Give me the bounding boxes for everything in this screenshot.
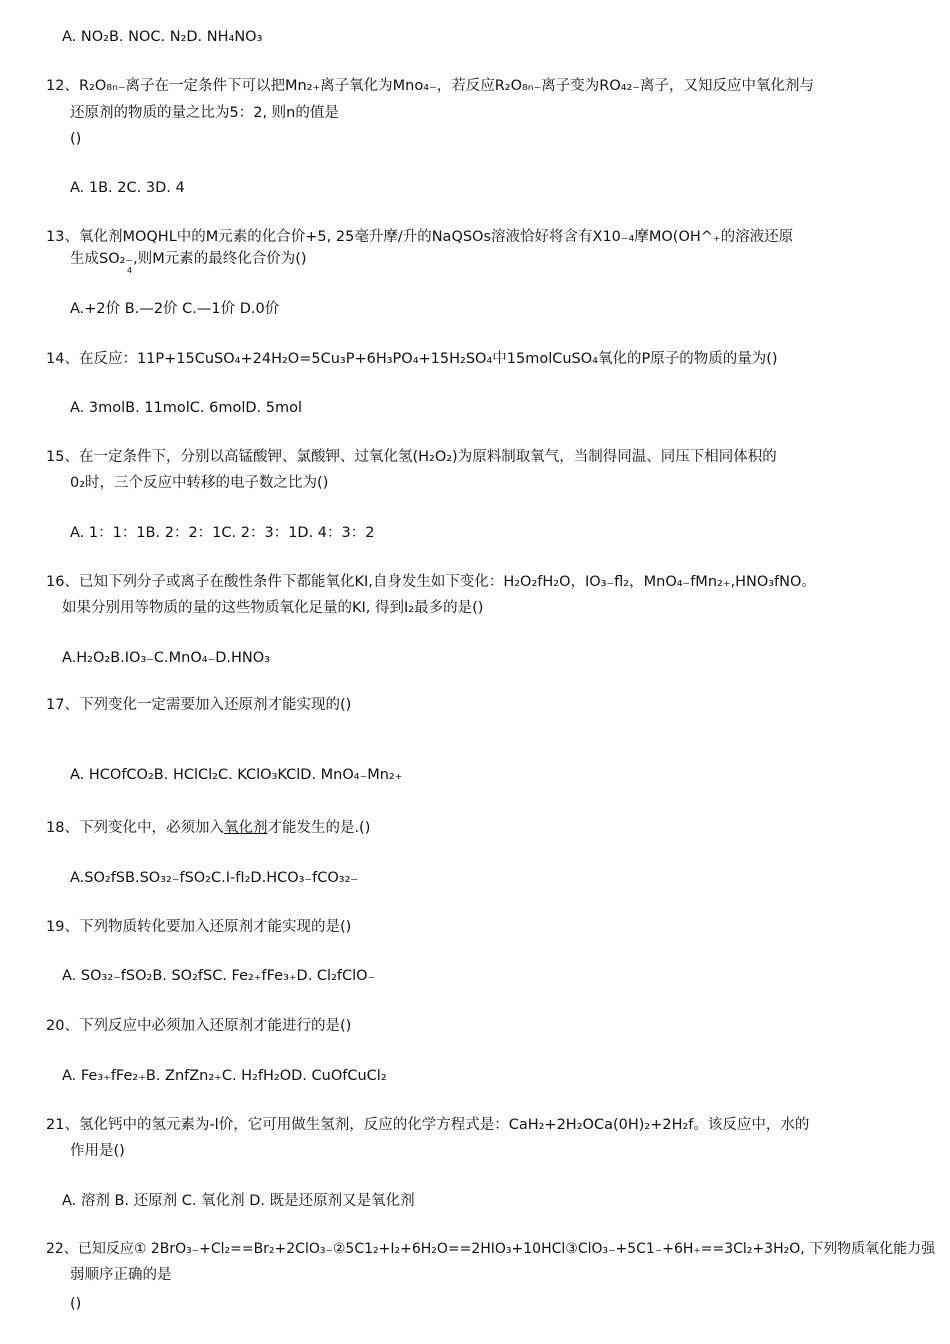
q21-text-line2: 作用是() (70, 1143, 125, 1159)
q15-options: A. 1：1：1B. 2：2：1C. 2：3：1D. 4：3：2 (70, 525, 375, 541)
q18-text (46, 818, 370, 838)
q17-options: A. HCOfCO₂B. HClCl₂C. KClO₃KClD. MnO₄₋Mn₂₊ (70, 767, 403, 783)
q18-underlined-term: 氧化剂 (223, 820, 268, 836)
q16-options: A.H₂O₂B.IO₃₋C.MnO₄₋D.HNO₃ (62, 650, 270, 666)
q12-options: A. 1B. 2C. 3D. 4 (70, 180, 185, 196)
q15-text-line1: 15、在一定条件下，分别以高锰酸钾、氯酸钾、过氧化氢(H₂O₂)为原料制取氧气，当制得同温、同压下相同体积的 (46, 449, 777, 465)
q15-text-line2: 0₂时，三个反应中转移的电子数之比为() (70, 475, 329, 491)
q13-subscript: 4 (127, 266, 133, 275)
q12-text-line2: 还原剂的物质的量之比为5：2, 则n的值是 (70, 105, 339, 121)
q19-text: 19、下列物质转化要加入还原剂才能实现的是() (46, 919, 352, 935)
q14-options: A. 3molB. 11molC. 6molD. 5mol (70, 400, 302, 416)
q16-text-line2: 如果分别用等物质的量的这些物质氧化足量的KI, 得到I₂最多的是() (62, 600, 484, 616)
q18-text-post: 才能发生的是.() (267, 820, 371, 836)
q21-options: A. 溶剂 B. 还原剂 C. 氧化剂 D. 既是还原剂又是氧化剂 (62, 1193, 415, 1209)
q13-options: A.+2价 B.—2价 C.—1价 D.0价 (70, 301, 280, 317)
q16-text-line1: 16、已知下列分子或离子在酸性条件下都能氧化KI,自身发生如下变化：H₂O₂fH₂O，IO₃₋fl₂，MnO₄₋fMn₂₊,HNO₃fNO。 (46, 574, 816, 590)
q18-text-pre: 18、下列变化中，必须加入 (46, 820, 224, 836)
q20-text: 20、下列反应中必须加入还原剂才能进行的是() (46, 1018, 352, 1034)
q22-text-line1: 22、已知反应① 2BrO₃₋+Cl₂==Br₂+2ClO₃₋②5C1₂+I₂+6H₂O==2HIO₃+10HCl③ClO₃₋+5C1₋+6H₊==3Cl₂+3H₂O, 下列物质氧化能力强 (46, 1241, 936, 1257)
q22-paren: () (70, 1296, 82, 1312)
q13-text-line2: 生成SO₂₋,则M元素的最终化合价为() (70, 251, 307, 267)
q17-text: 17、下列变化一定需要加入还原剂才能实现的() (46, 697, 352, 713)
q20-options: A. Fe₃₊fFe₂₊B. ZnfZn₂₊C. H₂fH₂OD. CuOfCuCl₂ (62, 1068, 387, 1084)
q18-options: A.SO₂fSB.SO₃₂₋fSO₂C.I-fI₂D.HCO₃₋fCO₃₂₋ (70, 870, 359, 886)
q12-paren: () (70, 131, 82, 147)
q14-text: 14、在反应：11P+15CuSO₄+24H₂O=5Cu₃P+6H₃PO₄+15H₂SO₄中15molCuSO₄氧化的P原子的物质的量为() (46, 351, 778, 367)
q13-text-line1: 13、氧化剂MOQHL中的M元素的化合价+5, 25毫升摩/升的NaQSOs溶液恰好将含有X10₋₄摩MO(OH^₊的溶液还原 (46, 229, 794, 245)
q12-text-line1: 12、R₂O₈ₙ₋离子在一定条件下可以把Mn₂₊离子氧化为Mno₄₋，若反应R₂O₈ₙ₋离子变为RO₄₂₋离子，又知反应中氧化剂与 (46, 78, 815, 94)
q22-text-line2: 弱顺序正确的是 (70, 1267, 172, 1283)
q19-options: A. SO₃₂₋fSO₂B. SO₂fSC. Fe₂₊fFe₃₊D. Cl₂fClO₋ (62, 968, 376, 984)
q21-text-line1: 21、氢化钙中的氢元素为-l价，它可用做生氢剂，反应的化学方程式是：CaH₂+2H₂OCa(0H)₂+2H₂f。该反应中，水的 (46, 1117, 810, 1133)
q11-options: A. NO₂B. NOC. N₂D. NH₄NO₃ (62, 29, 263, 45)
